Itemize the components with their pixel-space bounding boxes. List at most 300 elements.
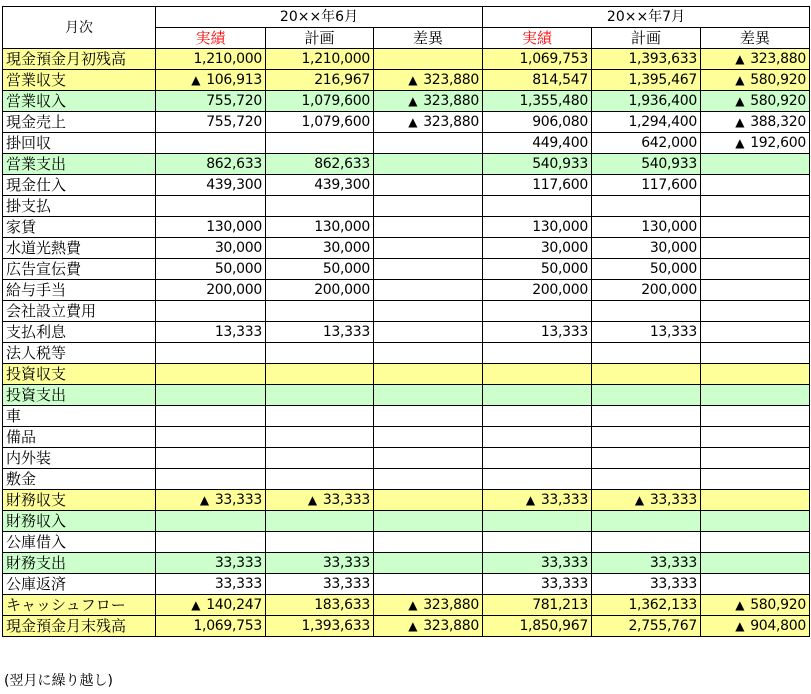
corner-label: 月次 <box>3 7 156 49</box>
value-text: 33,333 <box>214 555 262 571</box>
value-cell <box>701 70 810 91</box>
value-cell <box>156 553 266 574</box>
header-month-row <box>3 7 810 28</box>
value-cell <box>592 154 701 175</box>
value-cell <box>592 343 701 364</box>
value-cell <box>483 259 592 280</box>
value-text: 50,000 <box>214 261 262 277</box>
value-text: 323,880 <box>423 114 479 130</box>
value-cell <box>266 616 374 637</box>
negative-triangle-icon: ▲ <box>735 73 745 87</box>
row-label: 内外装 <box>3 448 156 469</box>
value-cell <box>156 511 266 532</box>
value-text: 33,333 <box>322 576 370 592</box>
value-cell <box>701 511 810 532</box>
value-cell <box>483 532 592 553</box>
value-cell <box>701 532 810 553</box>
value-cell <box>266 364 374 385</box>
value-text: 388,320 <box>750 114 806 130</box>
value-cell <box>156 280 266 301</box>
sub-header-plan: 計画 <box>266 28 374 49</box>
value-cell <box>701 427 810 448</box>
value-text: 13,333 <box>214 324 262 340</box>
value-cell <box>701 154 810 175</box>
table-row <box>3 448 810 469</box>
negative-triangle-icon: ▲ <box>634 493 644 507</box>
value-cell <box>701 322 810 343</box>
value-cell <box>374 427 483 448</box>
table-row <box>3 91 810 112</box>
negative-triangle-icon: ▲ <box>735 619 745 633</box>
value-cell <box>266 574 374 595</box>
table-row <box>3 70 810 91</box>
sub-header-actual: 実績 <box>156 28 266 49</box>
value-cell <box>483 175 592 196</box>
value-text: 200,000 <box>206 282 262 298</box>
value-cell <box>156 91 266 112</box>
value-cell <box>266 133 374 154</box>
value-text: 183,633 <box>314 597 370 613</box>
value-text: 1,850,967 <box>519 618 588 634</box>
value-cell <box>156 154 266 175</box>
value-text: 33,333 <box>322 555 370 571</box>
value-cell <box>374 448 483 469</box>
value-cell <box>483 616 592 637</box>
value-cell <box>701 364 810 385</box>
value-cell <box>374 154 483 175</box>
value-cell <box>266 322 374 343</box>
value-text: 130,000 <box>641 219 697 235</box>
value-cell <box>483 385 592 406</box>
value-cell <box>156 385 266 406</box>
value-cell <box>701 574 810 595</box>
value-text: 1,395,467 <box>628 72 697 88</box>
value-text: 781,213 <box>532 597 588 613</box>
value-cell <box>483 595 592 616</box>
negative-triangle-icon: ▲ <box>408 73 418 87</box>
sub-header-plan: 計画 <box>592 28 701 49</box>
negative-triangle-icon: ▲ <box>307 493 317 507</box>
sub-header-variance: 差異 <box>374 28 483 49</box>
value-text: 117,600 <box>641 177 697 193</box>
value-text: 30,000 <box>540 240 588 256</box>
table-row <box>3 490 810 511</box>
value-cell <box>592 511 701 532</box>
value-text: 449,400 <box>532 135 588 151</box>
sub-header-variance: 差異 <box>701 28 810 49</box>
value-cell <box>374 259 483 280</box>
row-label: 現金預金月末残高 <box>3 616 156 637</box>
value-cell <box>701 343 810 364</box>
value-cell <box>156 133 266 154</box>
row-label: 備品 <box>3 427 156 448</box>
table-row <box>3 301 810 322</box>
value-cell <box>701 259 810 280</box>
value-text: 1,294,400 <box>628 114 697 130</box>
value-cell <box>483 238 592 259</box>
value-cell <box>483 301 592 322</box>
value-cell <box>592 553 701 574</box>
value-text: 862,633 <box>314 156 370 172</box>
value-cell <box>701 238 810 259</box>
value-text: 323,880 <box>423 597 479 613</box>
row-label: 財務支出 <box>3 553 156 574</box>
negative-triangle-icon: ▲ <box>199 493 209 507</box>
value-cell <box>266 490 374 511</box>
value-cell <box>156 112 266 133</box>
negative-triangle-icon: ▲ <box>735 115 745 129</box>
value-text: 200,000 <box>641 282 697 298</box>
value-text: 1,393,633 <box>301 618 370 634</box>
value-cell <box>266 343 374 364</box>
value-text: 33,333 <box>540 555 588 571</box>
value-cell <box>266 427 374 448</box>
value-cell <box>266 406 374 427</box>
value-cell <box>483 406 592 427</box>
value-text: 192,600 <box>750 135 806 151</box>
row-label: キャッシュフロー <box>3 595 156 616</box>
value-cell <box>592 427 701 448</box>
value-cell <box>374 532 483 553</box>
value-text: 33,333 <box>649 492 697 508</box>
value-cell <box>592 532 701 553</box>
value-cell <box>374 406 483 427</box>
value-text: 1,210,000 <box>193 51 262 67</box>
value-cell <box>592 364 701 385</box>
value-cell <box>374 511 483 532</box>
table-row <box>3 175 810 196</box>
table-row <box>3 532 810 553</box>
value-text: 814,547 <box>532 72 588 88</box>
value-cell <box>483 469 592 490</box>
value-cell <box>374 574 483 595</box>
value-cell <box>483 154 592 175</box>
value-cell <box>266 91 374 112</box>
value-cell <box>156 406 266 427</box>
value-text: 13,333 <box>540 324 588 340</box>
value-cell <box>156 364 266 385</box>
value-cell <box>156 70 266 91</box>
value-text: 30,000 <box>322 240 370 256</box>
value-text: 439,300 <box>206 177 262 193</box>
value-text: 1,362,133 <box>628 597 697 613</box>
value-text: 904,800 <box>750 618 806 634</box>
value-cell <box>156 595 266 616</box>
value-text: 200,000 <box>314 282 370 298</box>
value-cell <box>266 196 374 217</box>
value-cell <box>592 175 701 196</box>
value-cell <box>156 490 266 511</box>
value-text: 323,880 <box>423 72 479 88</box>
table-row <box>3 322 810 343</box>
value-cell <box>483 553 592 574</box>
value-cell <box>592 490 701 511</box>
value-cell <box>156 343 266 364</box>
value-text: 130,000 <box>314 219 370 235</box>
table-row <box>3 469 810 490</box>
table-row <box>3 616 810 637</box>
value-cell <box>374 343 483 364</box>
row-label: 公庫借入 <box>3 532 156 553</box>
month-header-june: 20××年6月 <box>156 7 483 28</box>
value-cell <box>374 133 483 154</box>
table-row <box>3 259 810 280</box>
value-text: 1,069,753 <box>519 51 588 67</box>
value-cell <box>266 175 374 196</box>
value-text: 33,333 <box>649 576 697 592</box>
value-cell <box>483 133 592 154</box>
value-cell <box>374 49 483 70</box>
value-text: 33,333 <box>214 492 262 508</box>
value-cell <box>701 385 810 406</box>
value-text: 33,333 <box>649 555 697 571</box>
table-row <box>3 427 810 448</box>
value-text: 323,880 <box>423 93 479 109</box>
value-cell <box>592 595 701 616</box>
value-cell <box>374 238 483 259</box>
value-cell <box>266 112 374 133</box>
value-cell <box>592 448 701 469</box>
value-cell <box>592 70 701 91</box>
value-text: 1,069,753 <box>193 618 262 634</box>
row-label: 営業収入 <box>3 91 156 112</box>
value-cell <box>701 553 810 574</box>
value-cell <box>483 322 592 343</box>
value-cell <box>701 490 810 511</box>
value-text: 30,000 <box>214 240 262 256</box>
value-text: 117,600 <box>532 177 588 193</box>
table-row <box>3 217 810 238</box>
negative-triangle-icon: ▲ <box>525 493 535 507</box>
value-cell <box>374 280 483 301</box>
value-cell <box>592 91 701 112</box>
value-cell <box>266 553 374 574</box>
value-cell <box>266 259 374 280</box>
value-cell <box>592 574 701 595</box>
value-cell <box>156 259 266 280</box>
row-label: 公庫返済 <box>3 574 156 595</box>
value-cell <box>266 595 374 616</box>
row-label: 投資収支 <box>3 364 156 385</box>
value-cell <box>156 196 266 217</box>
table-body <box>3 49 810 637</box>
negative-triangle-icon: ▲ <box>191 73 201 87</box>
value-cell <box>374 70 483 91</box>
value-cell <box>156 574 266 595</box>
value-cell <box>374 322 483 343</box>
value-cell <box>701 196 810 217</box>
value-cell <box>156 427 266 448</box>
value-cell <box>374 469 483 490</box>
row-label: 会社設立費用 <box>3 301 156 322</box>
value-cell <box>266 385 374 406</box>
value-cell <box>701 112 810 133</box>
value-cell <box>701 91 810 112</box>
value-text: 13,333 <box>649 324 697 340</box>
value-cell <box>592 616 701 637</box>
value-cell <box>374 175 483 196</box>
negative-triangle-icon: ▲ <box>408 115 418 129</box>
value-cell <box>266 280 374 301</box>
row-label: 財務収支 <box>3 490 156 511</box>
value-text: 1,355,480 <box>519 93 588 109</box>
value-cell <box>592 280 701 301</box>
table-row <box>3 553 810 574</box>
value-cell <box>266 154 374 175</box>
value-cell <box>156 322 266 343</box>
value-cell <box>701 595 810 616</box>
footnote: (翌月に繰り越し) <box>4 673 113 689</box>
value-cell <box>701 49 810 70</box>
value-cell <box>483 427 592 448</box>
value-cell <box>592 469 701 490</box>
value-cell <box>266 301 374 322</box>
value-cell <box>374 217 483 238</box>
value-cell <box>483 490 592 511</box>
value-text: 130,000 <box>532 219 588 235</box>
value-cell <box>592 238 701 259</box>
value-cell <box>266 469 374 490</box>
row-label: 家賃 <box>3 217 156 238</box>
value-text: 33,333 <box>322 492 370 508</box>
value-text: 755,720 <box>206 93 262 109</box>
negative-triangle-icon: ▲ <box>408 619 418 633</box>
value-cell <box>156 175 266 196</box>
table-row <box>3 280 810 301</box>
value-text: 33,333 <box>214 576 262 592</box>
value-cell <box>701 406 810 427</box>
value-text: 33,333 <box>540 576 588 592</box>
value-cell <box>701 469 810 490</box>
row-label: 現金売上 <box>3 112 156 133</box>
table-row <box>3 112 810 133</box>
value-cell <box>483 217 592 238</box>
value-text: 439,300 <box>314 177 370 193</box>
value-text: 540,933 <box>532 156 588 172</box>
value-text: 580,920 <box>750 72 806 88</box>
value-cell <box>266 448 374 469</box>
table-row <box>3 511 810 532</box>
table-row <box>3 574 810 595</box>
value-cell <box>266 49 374 70</box>
sub-header-actual: 実績 <box>483 28 592 49</box>
value-cell <box>266 217 374 238</box>
value-text: 1,079,600 <box>301 114 370 130</box>
value-cell <box>592 49 701 70</box>
table-row <box>3 196 810 217</box>
value-cell <box>483 448 592 469</box>
value-cell <box>592 385 701 406</box>
row-label: 支払利息 <box>3 322 156 343</box>
value-text: 642,000 <box>641 135 697 151</box>
value-cell <box>701 448 810 469</box>
table-row <box>3 595 810 616</box>
value-cell <box>156 217 266 238</box>
negative-triangle-icon: ▲ <box>735 598 745 612</box>
value-cell <box>483 343 592 364</box>
value-cell <box>701 133 810 154</box>
value-cell <box>483 70 592 91</box>
negative-triangle-icon: ▲ <box>735 94 745 108</box>
table-row <box>3 385 810 406</box>
value-text: 200,000 <box>532 282 588 298</box>
value-text: 50,000 <box>540 261 588 277</box>
value-cell <box>483 196 592 217</box>
value-cell <box>592 112 701 133</box>
value-cell <box>374 616 483 637</box>
value-cell <box>592 406 701 427</box>
cash-flow-table <box>2 6 810 637</box>
row-label: 営業収支 <box>3 70 156 91</box>
value-text: 1,936,400 <box>628 93 697 109</box>
value-cell <box>701 301 810 322</box>
value-cell <box>374 490 483 511</box>
value-cell <box>266 511 374 532</box>
value-cell <box>374 553 483 574</box>
row-label: 投資支出 <box>3 385 156 406</box>
value-text: 755,720 <box>206 114 262 130</box>
value-text: 2,755,767 <box>628 618 697 634</box>
table-row <box>3 343 810 364</box>
value-cell <box>592 217 701 238</box>
value-text: 130,000 <box>206 219 262 235</box>
value-cell <box>374 301 483 322</box>
value-cell <box>701 616 810 637</box>
value-cell <box>156 238 266 259</box>
value-text: 580,920 <box>750 93 806 109</box>
value-cell <box>374 385 483 406</box>
value-cell <box>483 112 592 133</box>
value-cell <box>374 91 483 112</box>
row-label: 水道光熱費 <box>3 238 156 259</box>
table-row <box>3 238 810 259</box>
value-text: 140,247 <box>206 597 262 613</box>
value-text: 106,913 <box>206 72 262 88</box>
value-text: 13,333 <box>322 324 370 340</box>
row-label: 掛支払 <box>3 196 156 217</box>
value-cell <box>374 595 483 616</box>
value-cell <box>266 238 374 259</box>
value-cell <box>592 196 701 217</box>
value-cell <box>592 133 701 154</box>
value-cell <box>483 49 592 70</box>
value-text: 580,920 <box>750 597 806 613</box>
value-text: 50,000 <box>322 261 370 277</box>
value-text: 216,967 <box>314 72 370 88</box>
value-cell <box>483 574 592 595</box>
value-text: 323,880 <box>750 51 806 67</box>
value-cell <box>592 301 701 322</box>
value-cell <box>156 301 266 322</box>
row-label: 営業支出 <box>3 154 156 175</box>
negative-triangle-icon: ▲ <box>408 94 418 108</box>
value-text: 540,933 <box>641 156 697 172</box>
value-cell <box>266 70 374 91</box>
value-cell <box>701 280 810 301</box>
value-cell <box>156 469 266 490</box>
negative-triangle-icon: ▲ <box>735 52 745 66</box>
negative-triangle-icon: ▲ <box>408 598 418 612</box>
value-cell <box>592 259 701 280</box>
table-row <box>3 49 810 70</box>
value-cell <box>483 511 592 532</box>
row-label: 財務収入 <box>3 511 156 532</box>
value-cell <box>156 616 266 637</box>
value-cell <box>483 364 592 385</box>
row-label: 敷金 <box>3 469 156 490</box>
value-cell <box>483 280 592 301</box>
row-label: 現金仕入 <box>3 175 156 196</box>
